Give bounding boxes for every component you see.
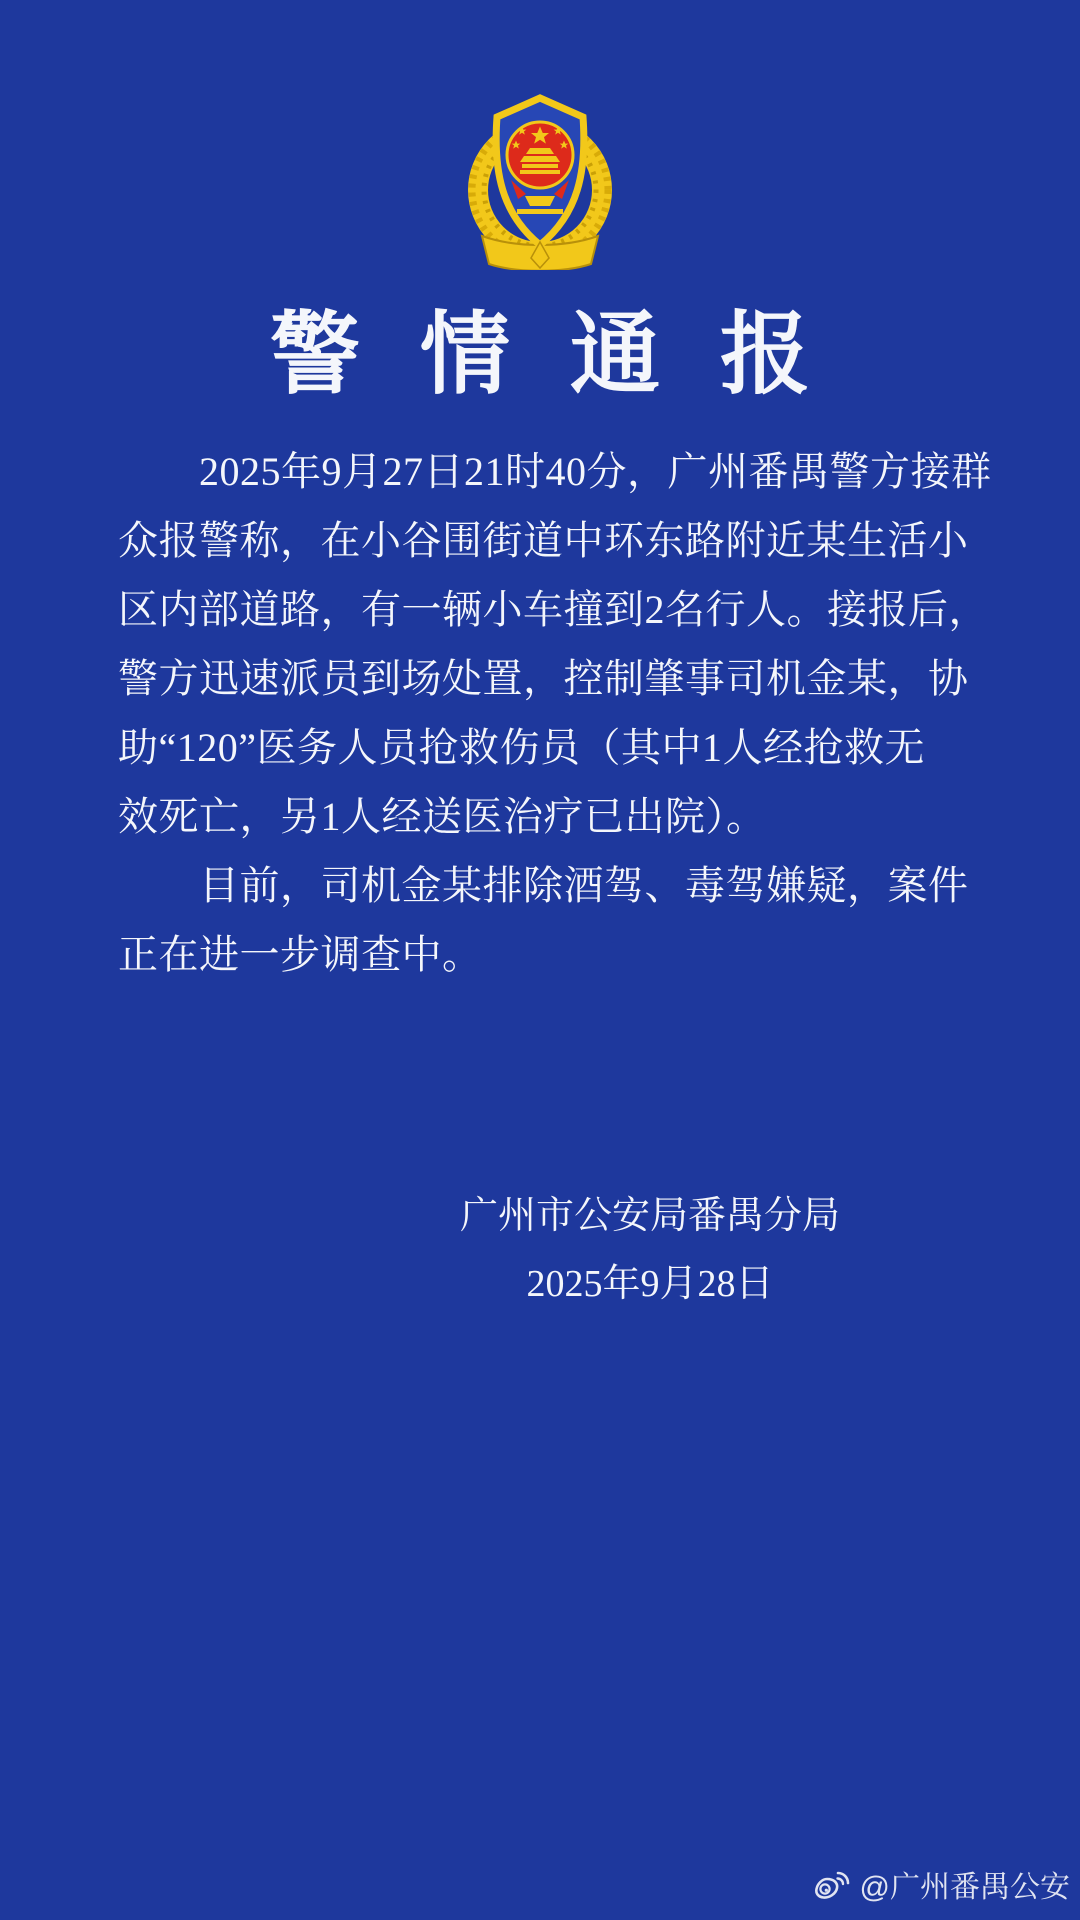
notice-body-line: 区内部道路，有一辆小车撞到2名行人。接报后，	[118, 587, 989, 632]
notice-body-line: 警方迅速派员到场处置，控制肇事司机金某，协	[118, 656, 969, 701]
notice-body-line: 众报警称，在小谷围街道中环东路附近某生活小	[118, 518, 969, 563]
notice-body-line: 目前，司机金某排除酒驾、毒驾嫌疑，案件	[118, 863, 969, 908]
notice-body	[118, 437, 998, 989]
issuing-agency: 广州市公安局番禺分局	[459, 1195, 840, 1237]
issue-date: 2025年9月28日	[526, 1263, 774, 1305]
watermark-handle: @广州番禺公安	[859, 1871, 1070, 1904]
signature-block	[220, 1182, 1080, 1318]
notice-title: 警情通报	[270, 306, 870, 405]
notice-body-line: 效死亡，另1人经送医治疗已出院）。	[118, 794, 767, 839]
watermark	[814, 1862, 1070, 1906]
notice-body-line: 2025年9月27日21时40分，广州番禺警方接群	[118, 449, 992, 494]
notice-body-line: 正在进一步调查中。	[118, 932, 483, 977]
police-badge-icon	[456, 92, 624, 270]
notice-body-line: 助“120”医务人员抢救伤员（其中1人经抢救无	[118, 725, 926, 770]
weibo-icon	[814, 1869, 851, 1900]
